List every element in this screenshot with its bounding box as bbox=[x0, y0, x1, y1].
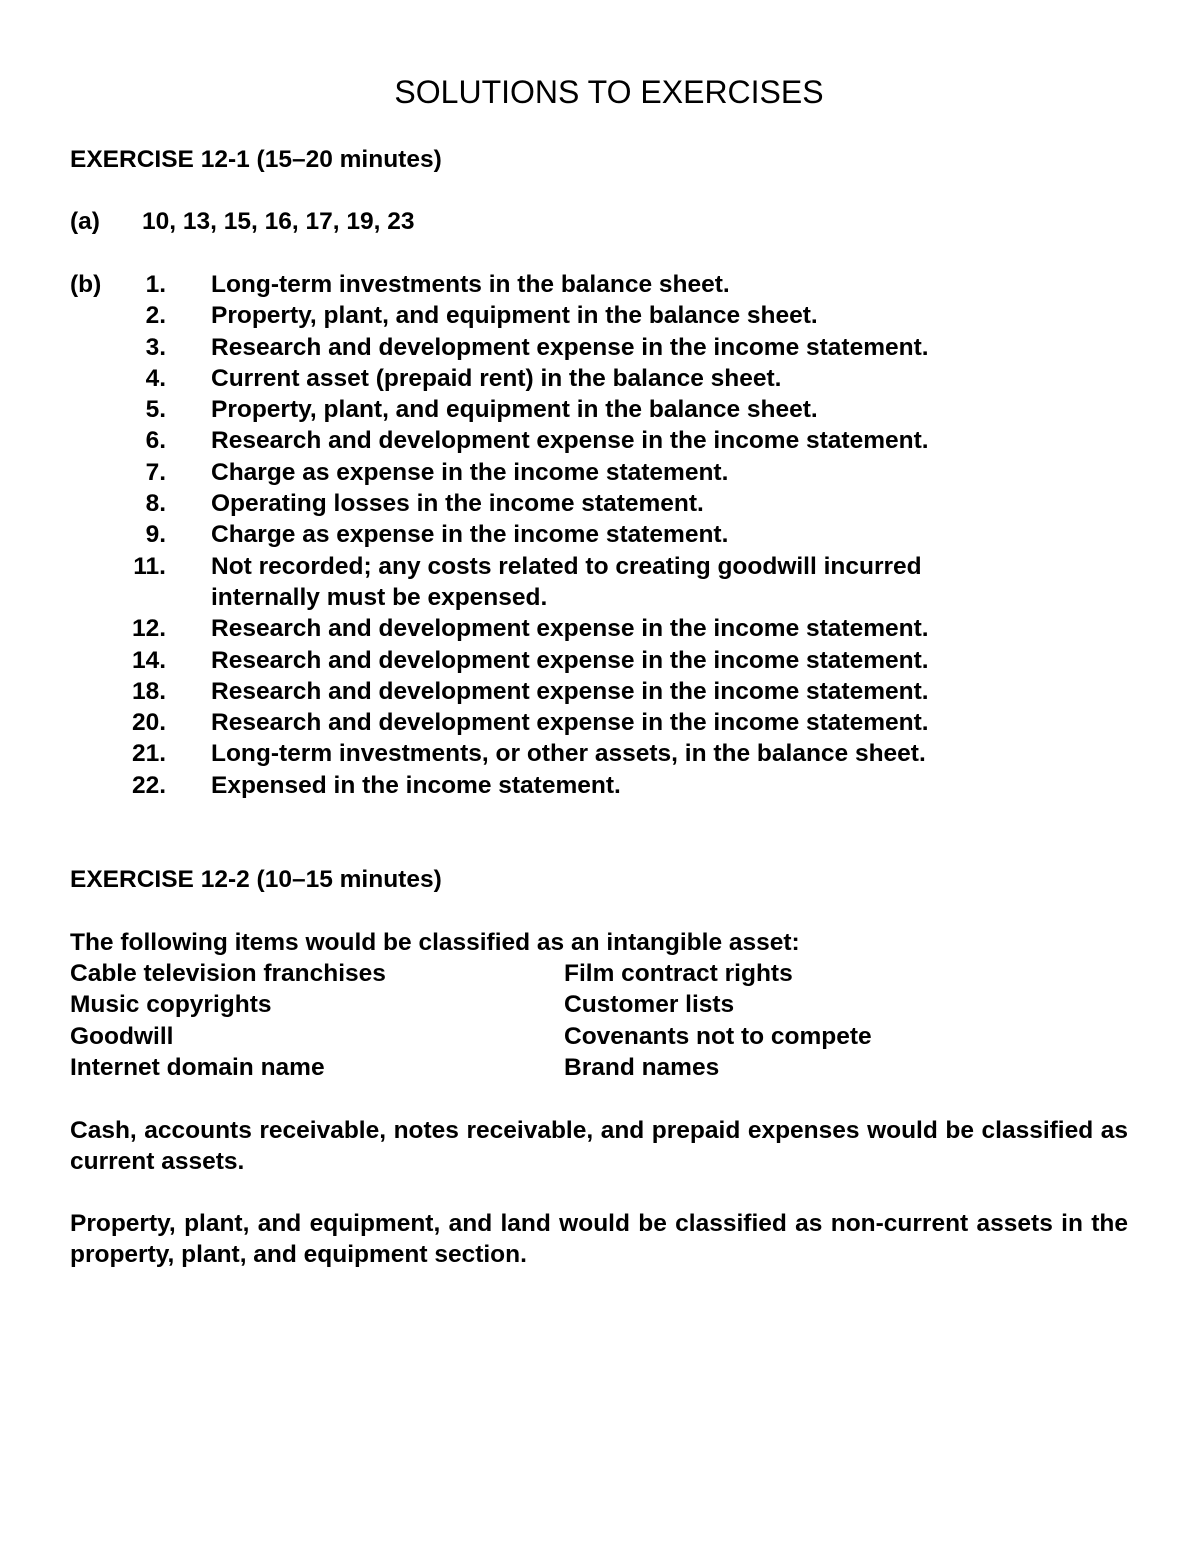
item-number: 14. bbox=[131, 646, 166, 674]
list-item bbox=[70, 676, 1128, 707]
item-number: 4. bbox=[145, 364, 166, 392]
part-a-label: (a) bbox=[70, 208, 100, 235]
current-assets-paragraph: Cash, accounts receivable, notes receivable, and prepaid expenses would be classified as current assets. bbox=[70, 1117, 1128, 1176]
list-item bbox=[70, 425, 1128, 456]
exercise-12-1-heading: EXERCISE 12-1 (15–20 minutes) bbox=[70, 146, 442, 173]
list-item bbox=[70, 488, 1128, 519]
item-text: Expensed in the income statement. bbox=[211, 771, 621, 799]
item-number: 21. bbox=[131, 740, 166, 768]
item-number: 6. bbox=[145, 427, 166, 455]
item-text: Research and development expense in the income statement. bbox=[211, 427, 929, 455]
item-text: Research and development expense in the income statement. bbox=[211, 709, 929, 737]
list-item bbox=[70, 551, 1128, 614]
list-item bbox=[70, 300, 1128, 331]
intangible-assets-grid bbox=[70, 958, 1128, 1083]
list-item bbox=[70, 613, 1128, 644]
item-number: 11. bbox=[133, 552, 166, 580]
item-text: Property, plant, and equipment in the balance sheet. bbox=[211, 396, 818, 424]
item-number: 2. bbox=[145, 302, 166, 330]
item-text: Not recorded; any costs related to creating goodwill incurred internally must be expensed. bbox=[211, 552, 922, 611]
grid-cell: Music copyrights bbox=[70, 991, 272, 1019]
item-number: 20. bbox=[131, 709, 166, 737]
item-text: Long-term investments, or other assets, in the balance sheet. bbox=[211, 740, 926, 768]
item-number: 22. bbox=[131, 771, 166, 799]
list-item bbox=[70, 363, 1128, 394]
item-text: Property, plant, and equipment in the balance sheet. bbox=[211, 302, 818, 330]
list-item bbox=[70, 269, 1128, 300]
item-text: Operating losses in the income statement. bbox=[211, 490, 704, 518]
item-text: Research and development expense in the income statement. bbox=[211, 646, 929, 674]
list-item bbox=[70, 519, 1128, 550]
grid-cell: Film contract rights bbox=[564, 960, 793, 987]
grid-cell: Goodwill bbox=[70, 1022, 174, 1050]
list-item bbox=[70, 645, 1128, 676]
item-number: 18. bbox=[131, 677, 166, 705]
item-number: 5. bbox=[145, 396, 166, 424]
grid-cell: Internet domain name bbox=[70, 1053, 325, 1081]
part-b-label: (b) bbox=[70, 271, 102, 298]
item-number: 9. bbox=[145, 521, 166, 549]
list-item bbox=[70, 770, 1128, 801]
list-item bbox=[70, 394, 1128, 425]
item-number: 12. bbox=[131, 615, 166, 643]
grid-cell: Covenants not to compete bbox=[564, 1022, 872, 1050]
item-text: Charge as expense in the income statement. bbox=[211, 521, 729, 549]
grid-cell: Brand names bbox=[564, 1053, 720, 1081]
non-current-assets-paragraph: Property, plant, and equipment, and land would be classified as non-current assets in the property, plant, and equipment section. bbox=[70, 1210, 1128, 1269]
item-number: 7. bbox=[145, 458, 166, 486]
exercise-12-2-intro: The following items would be classified as an intangible asset: bbox=[70, 929, 800, 956]
page-title: SOLUTIONS TO EXERCISES bbox=[394, 74, 824, 110]
item-text: Current asset (prepaid rent) in the balance sheet. bbox=[211, 364, 782, 392]
exercise-12-2-heading: EXERCISE 12-2 (10–15 minutes) bbox=[70, 866, 442, 893]
item-text: Long-term investments in the balance sheet. bbox=[211, 271, 730, 298]
list-item bbox=[70, 457, 1128, 488]
item-text: Research and development expense in the income statement. bbox=[211, 615, 929, 643]
item-number: 8. bbox=[145, 490, 166, 518]
list-item bbox=[70, 332, 1128, 363]
grid-cell: Customer lists bbox=[564, 991, 735, 1019]
item-text: Research and development expense in the income statement. bbox=[211, 677, 929, 705]
item-number: 3. bbox=[145, 333, 166, 361]
item-number: 1. bbox=[145, 271, 166, 298]
item-text: Research and development expense in the income statement. bbox=[211, 333, 929, 361]
grid-cell: Cable television franchises bbox=[70, 960, 386, 987]
list-item bbox=[70, 707, 1128, 738]
item-text: Charge as expense in the income statement. bbox=[211, 458, 729, 486]
list-item bbox=[70, 738, 1128, 769]
part-a-answer: 10, 13, 15, 16, 17, 19, 23 bbox=[142, 208, 415, 235]
part-b-list bbox=[70, 269, 1128, 801]
